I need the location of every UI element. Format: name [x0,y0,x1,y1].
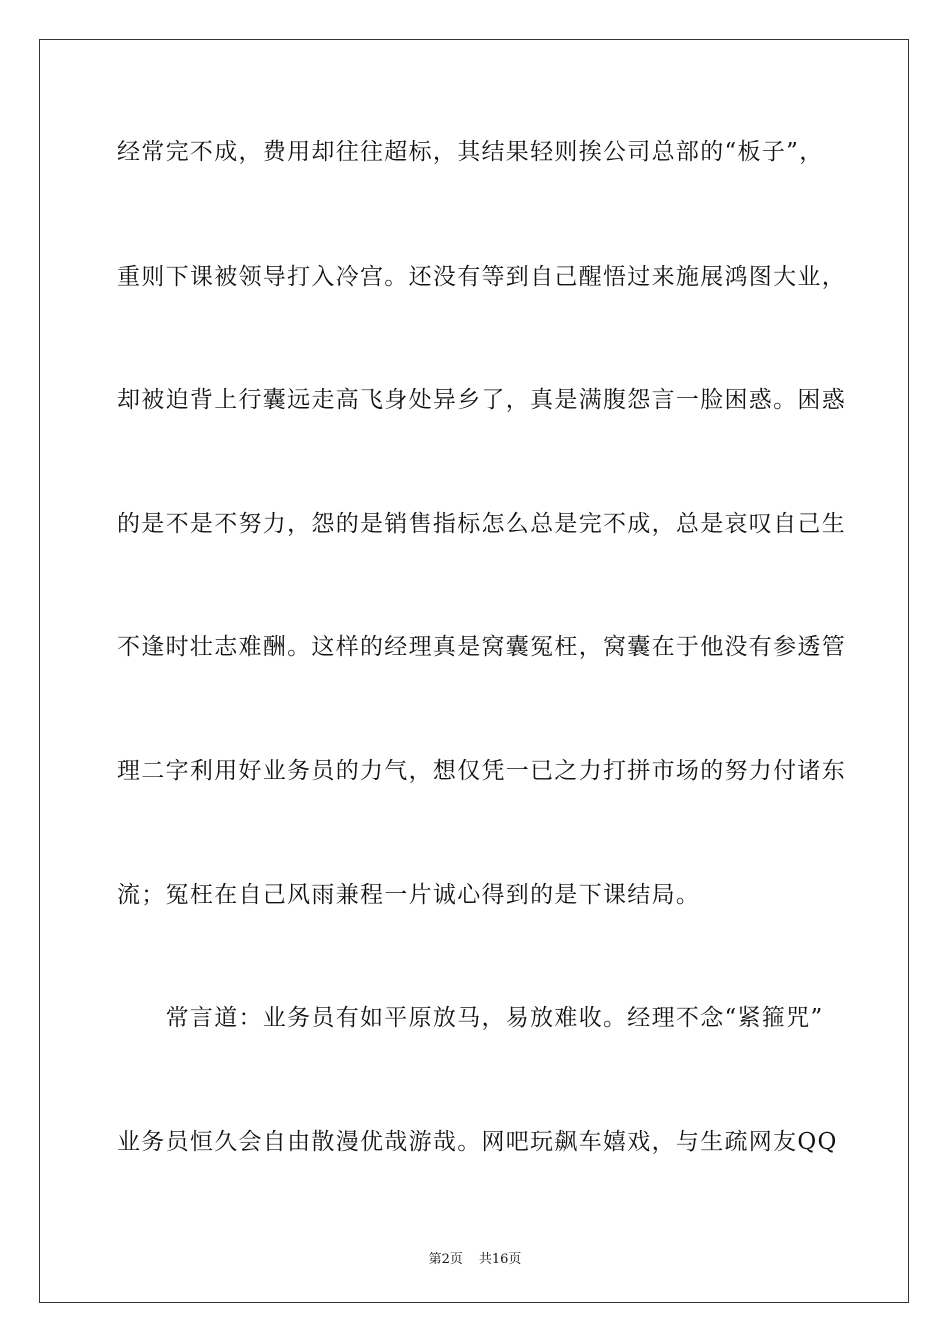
body-text-line: 的是不是不努力，怨的是销售指标怎么总是完不成，总是哀叹自己生 [117,511,846,537]
body-text-line: 重则下课被领导打入冷宫。还没有等到自己醒悟过来施展鸿图大业， [117,264,846,290]
body-text-line: 经常完不成，费用却往往超标，其结果轻则挨公司总部的“板子”， [117,139,824,165]
body-text-line: 理二字利用好业务员的力气，想仅凭一已之力打拼市场的努力付诸东 [117,758,846,784]
body-text-line: 却被迫背上行囊远走高飞身处异乡了，真是满腹怨言一脸困惑。困惑 [117,387,846,413]
page-footer [0,1248,950,1267]
body-text-line: 不逢时壮志难酬。这样的经理真是窝囊冤枉，窝囊在于他没有参透管 [117,634,846,660]
body-text-line: 流；冤枉在自己风雨兼程一片诚心得到的是下课结局。 [117,882,701,908]
page-border [39,39,909,1303]
body-text-line: 常言道：业务员有如平原放马，易放难收。经理不念“紧箍咒” [117,1005,824,1031]
body-text-line: 业务员恒久会自由散漫优哉游哉。网吧玩飙车嬉戏，与生疏网友QQ [117,1129,838,1155]
page-number: 第2页 [428,1252,463,1267]
total-pages: 共16页 [478,1252,522,1267]
